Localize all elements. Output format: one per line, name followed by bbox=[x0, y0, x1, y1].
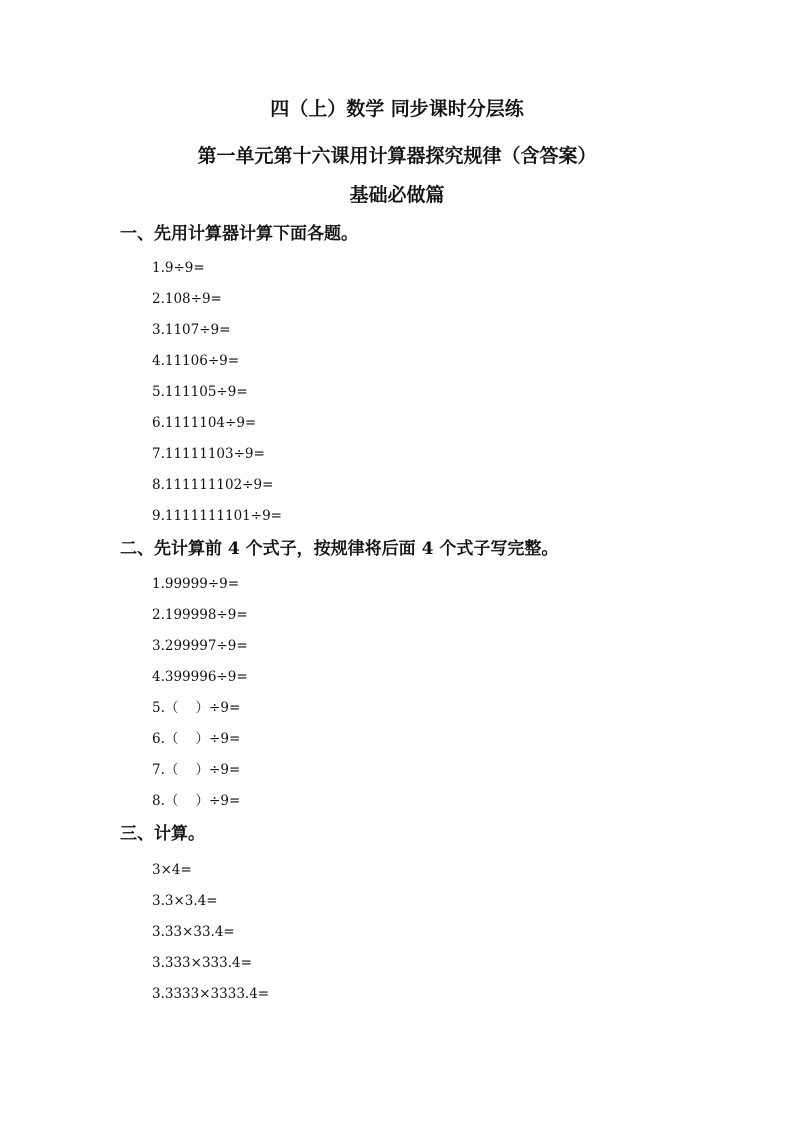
problem-item: 4.11106÷9= bbox=[152, 353, 240, 369]
problem-item: 3.299997÷9= bbox=[152, 638, 248, 654]
problem-item: 3.33×33.4= bbox=[152, 924, 235, 940]
section-2-heading: 二、先计算前 4 个式子，按规律将后面 4 个式子写完整。 bbox=[120, 539, 559, 559]
problem-item: 1.9÷9= bbox=[152, 260, 205, 276]
difficulty-level-label: 基础必做篇 bbox=[349, 184, 445, 206]
problem-item: 8.111111102÷9= bbox=[152, 477, 274, 493]
section-1-heading: 一、先用计算器计算下面各题。 bbox=[120, 224, 358, 244]
section-3-heading: 三、计算。 bbox=[120, 824, 205, 844]
problem-item: 3×4= bbox=[152, 862, 192, 878]
problem-item: 2.199998÷9= bbox=[152, 607, 248, 623]
section-2-problem-list bbox=[152, 574, 248, 822]
problem-item: 3.333×333.4= bbox=[152, 955, 252, 971]
problem-item: 2.108÷9= bbox=[152, 291, 222, 307]
problem-item: 4.399996÷9= bbox=[152, 669, 248, 685]
section-3-problem-list bbox=[152, 860, 269, 1015]
problem-item: 3.1107÷9= bbox=[152, 322, 231, 338]
problem-item: 6.（ ）÷9= bbox=[152, 731, 241, 747]
problem-item: 3.3333×3333.4= bbox=[152, 986, 270, 1002]
problem-item: 5.111105÷9= bbox=[152, 384, 248, 400]
problem-item: 8.（ ）÷9= bbox=[152, 793, 241, 809]
worksheet-title: 四（上）数学 同步课时分层练 bbox=[270, 98, 524, 120]
problem-item: 6.1111104÷9= bbox=[152, 415, 257, 431]
problem-item: 7.（ ）÷9= bbox=[152, 762, 241, 778]
problem-item: 5.（ ）÷9= bbox=[152, 700, 241, 716]
problem-item: 1.99999÷9= bbox=[152, 576, 240, 592]
section-1-problem-list bbox=[152, 258, 282, 537]
problem-item: 9.1111111101÷9= bbox=[152, 508, 282, 524]
problem-item: 7.11111103÷9= bbox=[152, 446, 265, 462]
problem-item: 3.3×3.4= bbox=[152, 893, 218, 909]
lesson-subtitle: 第一单元第十六课用计算器探究规律（含答案） bbox=[197, 145, 597, 167]
